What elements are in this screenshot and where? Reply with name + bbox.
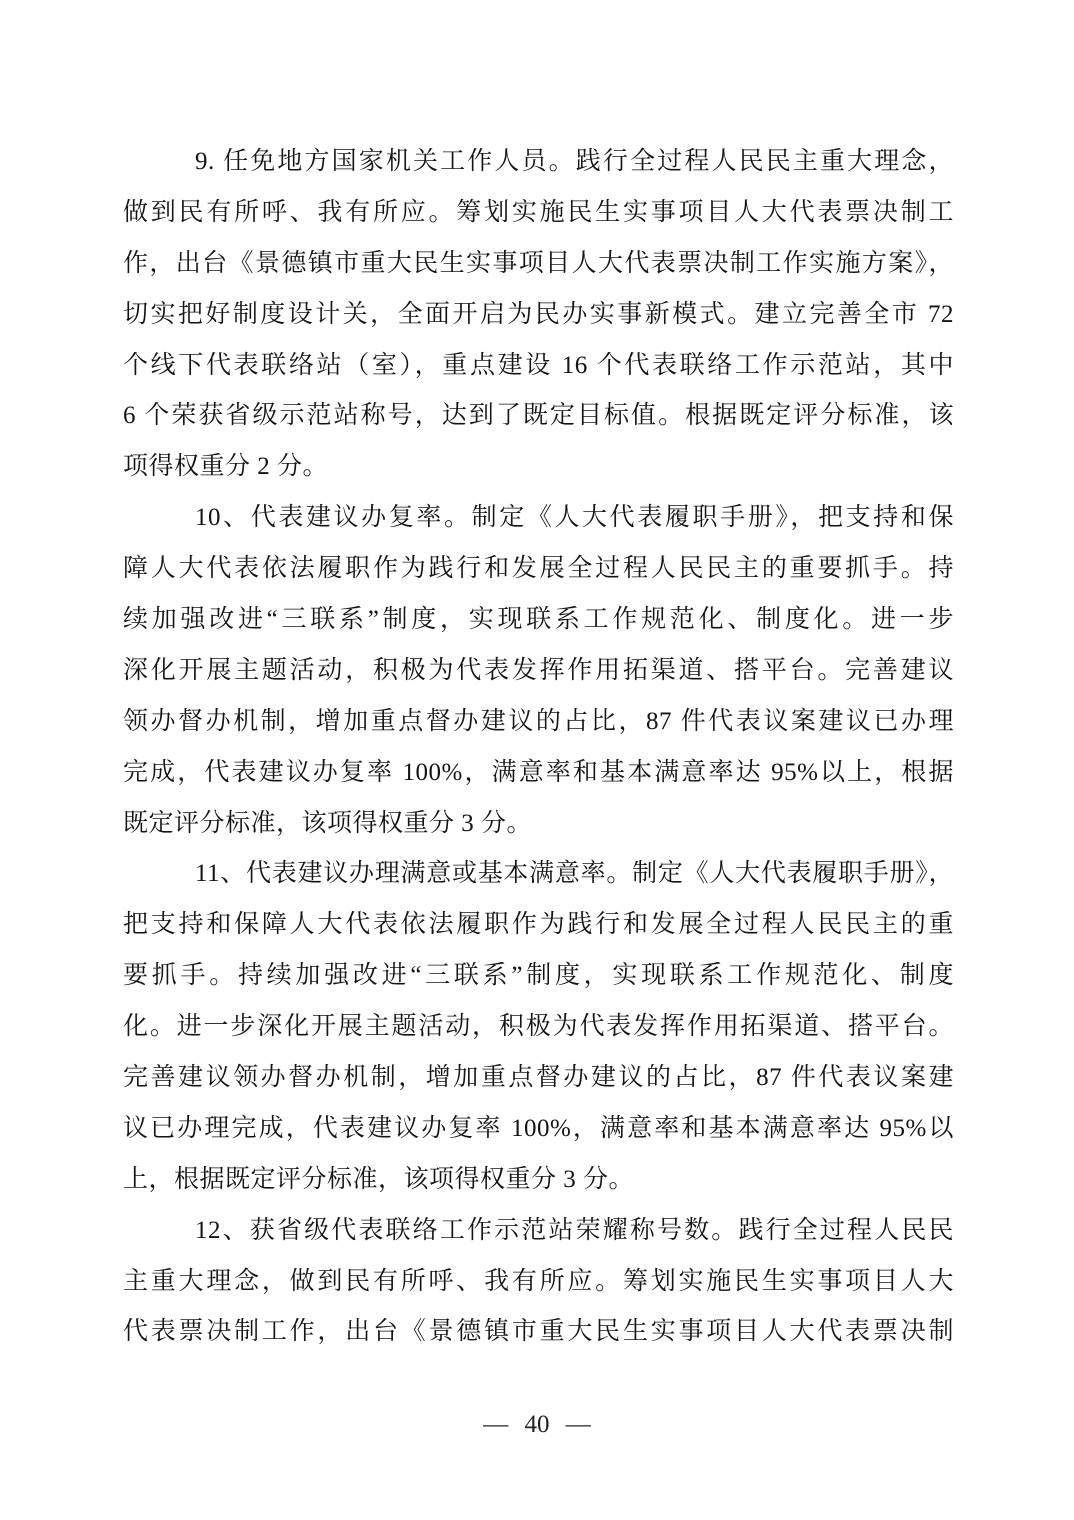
text-line: 11、代表建议办理满意或基本满意率。制定《人大代表履职手册》， — [195, 860, 954, 888]
text-line: 个线下代表联络站（室），重点建设 16 个代表联络工作示范站，其中 — [123, 351, 954, 379]
text-line: 切实把好制度设计关，全面开启为民办实事新模式。建立完善全市 72 — [123, 300, 954, 328]
text-line: 障人大代表依法履职作为践行和发展全过程人民民主的重要抓手。持 — [123, 555, 954, 583]
text-line: 做到民有所呼、我有所应。筹划实施民生实事项目人大代表票决制工 — [123, 198, 954, 226]
text-line: 化。进一步深化开展主题活动，积极为代表发挥作用拓渠道、搭平台。 — [123, 1013, 954, 1041]
text-line: 6 个荣获省级示范站称号，达到了既定目标值。根据既定评分标准，该 — [123, 402, 954, 430]
text-line: 上，根据既定评分标准，该项得权重分 3 分。 — [123, 1165, 635, 1193]
text-line: 项得权重分 2 分。 — [123, 453, 329, 481]
text-line: 主重大理念，做到民有所呼、我有所应。筹划实施民生实事项目人大 — [123, 1267, 954, 1295]
text-line: 领办督办机制，增加重点督办建议的占比，87 件代表议案建议已办理 — [123, 707, 954, 735]
text-line: 完善建议领办督办机制，增加重点督办建议的占比，87 件代表议案建 — [123, 1064, 954, 1092]
text-line: 作，出台《景德镇市重大民生实事项目人大代表票决制工作实施方案》， — [123, 249, 954, 277]
paragraph — [123, 493, 954, 849]
paragraph — [123, 1206, 954, 1359]
page-number: — 40 — — [483, 1411, 591, 1438]
text-line: 把支持和保障人大代表依法履职作为践行和发展全过程人民民主的重 — [123, 911, 954, 939]
text-line: 12、获省级代表联络工作示范站荣耀称号数。践行全过程人民民 — [195, 1216, 954, 1244]
text-line: 续加强改进“三联系”制度，实现联系工作规范化、制度化。进一步 — [123, 606, 954, 634]
text-block — [123, 137, 954, 1358]
text-line: 10、代表建议办复率。制定《人大代表履职手册》，把支持和保 — [195, 504, 954, 532]
text-line: 既定评分标准，该项得权重分 3 分。 — [123, 809, 533, 837]
text-line: 代表票决制工作，出台《景德镇市重大民生实事项目人大代表票决制 — [123, 1318, 954, 1346]
text-line: 9. 任免地方国家机关工作人员。践行全过程人民民主重大理念， — [195, 148, 954, 175]
paragraph — [123, 137, 954, 493]
text-line: 深化开展主题活动，积极为代表发挥作用拓渠道、搭平台。完善建议 — [123, 656, 954, 684]
text-line: 要抓手。持续加强改进“三联系”制度，实现联系工作规范化、制度 — [123, 962, 954, 990]
page-footer — [0, 1405, 1074, 1445]
text-line: 议已办理完成，代表建议办复率 100%，满意率和基本满意率达 95%以 — [123, 1114, 954, 1142]
text-line: 完成，代表建议办复率 100%，满意率和基本满意率达 95%以上，根据 — [123, 758, 954, 786]
paragraph — [123, 849, 954, 1205]
